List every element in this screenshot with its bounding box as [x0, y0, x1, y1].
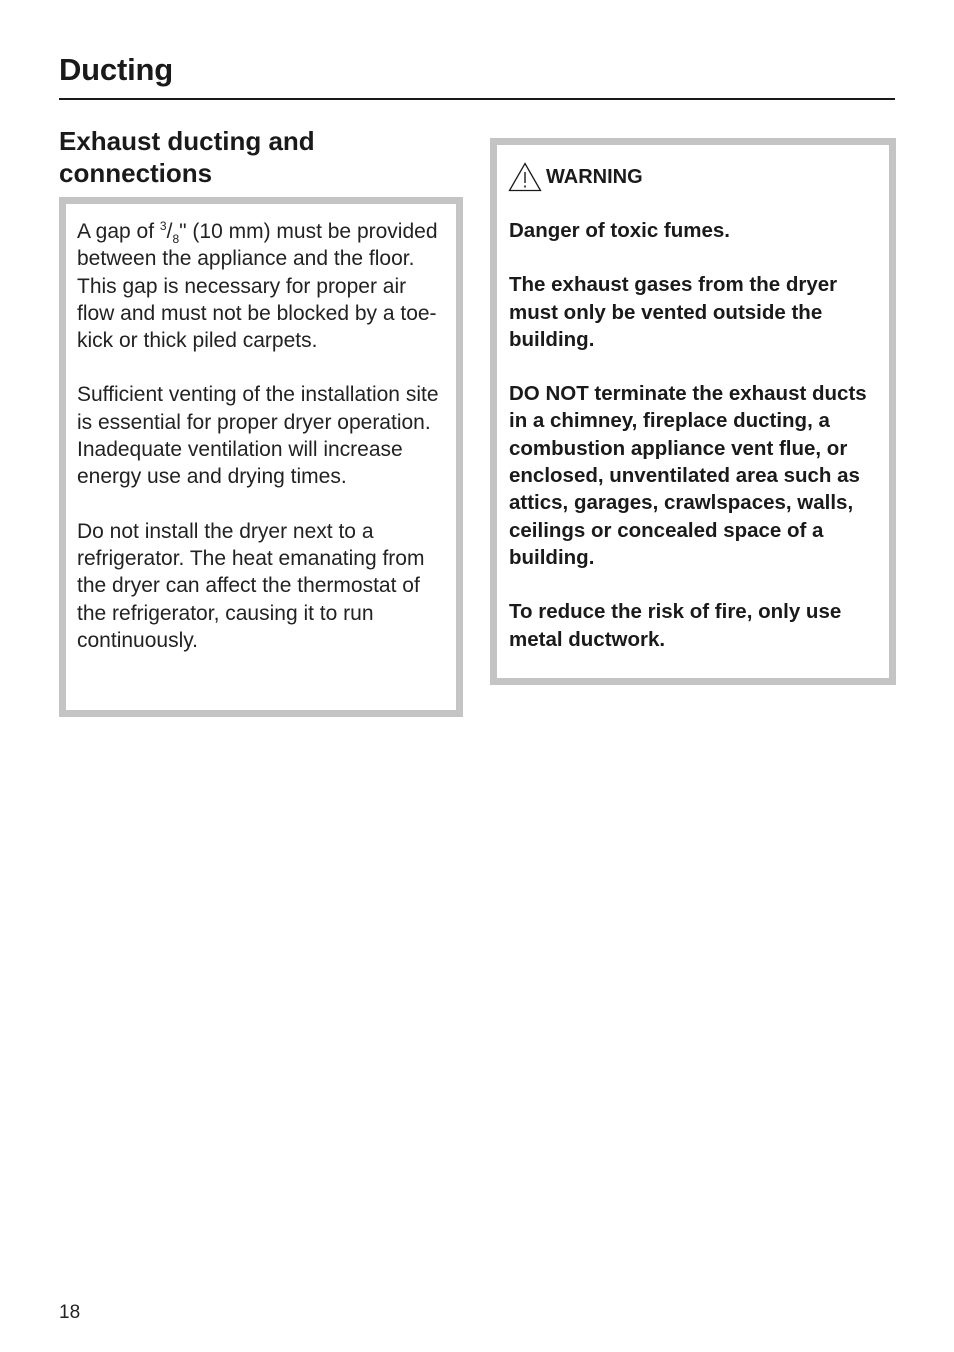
fraction-numerator: 3 [159, 219, 167, 233]
fraction-denominator: 8 [172, 232, 180, 247]
warning-label: WARNING [546, 166, 643, 188]
info-box-content [77, 218, 449, 681]
warning-box [490, 138, 896, 685]
warning-triangle-icon [508, 162, 542, 192]
info-paragraph-gap [77, 218, 449, 354]
warning-paragraph-toxic: Danger of toxic fumes. [509, 219, 730, 242]
info-paragraph-venting: Sufficient venting of the installation site is essential for proper dryer operation. Inadequate ventilation will increase energy use and drying times. [77, 383, 439, 489]
warning-paragraph-metal-ductwork: To reduce the risk of fire, only use metal ductwork. [509, 600, 842, 651]
warning-paragraph-do-not-terminate: DO NOT terminate the exhaust ducts in a chimney, fireplace ducting, a combustion appliance vent flue, or enclosed, unventilated area such as attics, garages, crawlspaces, walls, ceilings or concealed space of a building. [509, 382, 867, 569]
warning-header [509, 162, 883, 192]
warning-box-content [509, 162, 883, 680]
fraction-slash: / [166, 220, 173, 243]
warning-paragraph-vent-outside: The exhaust gases from the dryer must only be vented outside the building. [509, 273, 838, 351]
info-box [59, 197, 463, 717]
page-number: 18 [59, 1302, 81, 1323]
title-divider [59, 98, 895, 100]
gap-text-suffix: " (10 mm) must be provided between the appliance and the floor. This gap is necessary for proper air flow and must not be blocked by a toe-kick or thick piled carpets. [77, 220, 438, 353]
gap-text-prefix: A gap of [77, 220, 160, 243]
info-paragraph-refrigerator: Do not install the dryer next to a refrigerator. The heat emanating from the dryer can affect the thermostat of the refrigerator, causing it to run continuously. [77, 519, 425, 652]
section-heading: Exhaust ducting and connections [59, 126, 315, 188]
page-title: Ducting [59, 52, 173, 87]
